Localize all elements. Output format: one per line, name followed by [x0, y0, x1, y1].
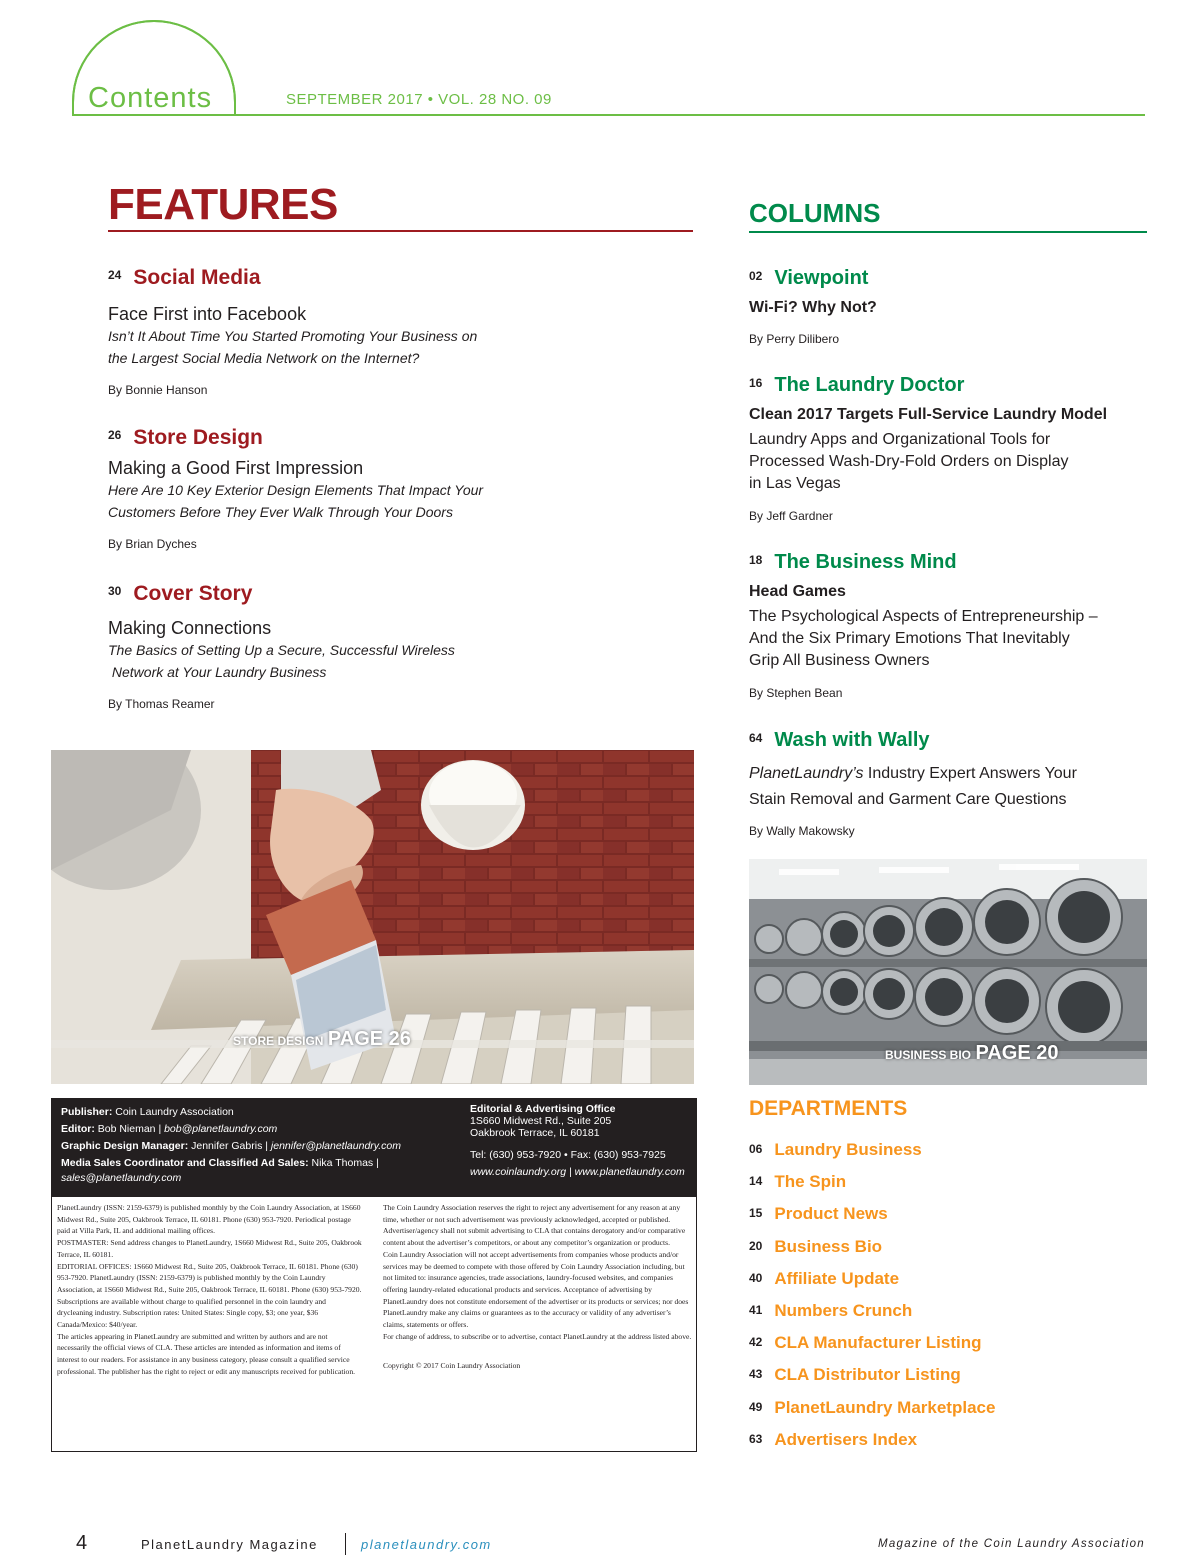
caption-small: STORE DESIGN — [233, 1034, 324, 1048]
department-page: 14 — [749, 1174, 763, 1189]
department-item[interactable] — [749, 1333, 982, 1353]
magazine-name: PlanetLaundry Magazine — [141, 1537, 318, 1552]
fine-print-left — [57, 1202, 362, 1378]
gdm-email[interactable]: jennifer@planetlaundry.com — [270, 1140, 402, 1152]
gdm-label: Graphic Design Manager: — [61, 1140, 189, 1152]
department-page: 41 — [749, 1303, 763, 1317]
fine-print-paragraph: POSTMASTER: Send address changes to PlanetLaundry, 1S660 Midwest Rd., Suite 205, Oakbrook Terrace, IL 60181. — [57, 1238, 362, 1259]
department-label: Business Bio — [774, 1236, 883, 1256]
department-item[interactable] — [749, 1301, 912, 1321]
fine-print-box — [51, 1197, 697, 1452]
department-item[interactable] — [749, 1140, 922, 1160]
feature-category: Social Media — [133, 266, 261, 289]
fine-print-paragraph: EDITORIAL OFFICES: 1S660 Midwest Rd., Suite 205, Oakbrook Terrace, IL 60181. Phone (630) 953-7920. PlanetLaundry (ISSN: 2159-6379) is published monthly by the Coin Laundry Association, at 1S660 Midwest Rd., Suite 205, Oakbrook Terrace, IL 60181. Phone (630) 953-7920. — [57, 1261, 362, 1294]
contents-title: Contents — [88, 82, 213, 114]
column-byline: By Jeff Gardner — [749, 509, 833, 523]
column-item[interactable] — [749, 729, 1149, 838]
features-rule — [108, 230, 693, 232]
column-title: Clean 2017 Targets Full-Service Laundry Model — [749, 406, 1108, 423]
features-heading: FEATURES — [108, 180, 338, 229]
column-item[interactable] — [749, 551, 1149, 700]
business-bio-caption — [885, 1042, 1058, 1065]
department-item[interactable] — [749, 1398, 995, 1418]
column-line-rest: Industry Expert Answers Your — [863, 765, 1077, 782]
footer-url[interactable]: planetlaundry.com — [361, 1537, 492, 1552]
feature-title: Making a Good First Impression — [108, 458, 364, 478]
caption-large: PAGE 26 — [327, 1028, 411, 1050]
column-byline: By Stephen Bean — [749, 686, 843, 700]
column-title: Wi-Fi? Why Not? — [749, 299, 877, 316]
department-page: 15 — [749, 1206, 763, 1221]
department-label: Laundry Business — [774, 1140, 922, 1159]
gdm-value: Jennifer Gabris | — [188, 1140, 271, 1152]
feature-item[interactable] — [108, 266, 698, 397]
column-page: 18 — [749, 553, 763, 567]
publisher-label: Publisher: — [61, 1106, 113, 1118]
department-label: The Spin — [774, 1172, 847, 1192]
column-line: The Psychological Aspects of Entrepreneurship – — [749, 608, 1098, 625]
department-label: Affiliate Update — [774, 1268, 900, 1288]
feature-title: Face First into Facebook — [108, 304, 307, 324]
sales-email[interactable]: sales@planetlaundry.com — [61, 1172, 182, 1184]
masthead-box — [51, 1098, 697, 1197]
department-page: 20 — [749, 1238, 763, 1253]
feature-page: 30 — [108, 584, 122, 598]
column-category: The Laundry Doctor — [774, 374, 965, 396]
department-page: 06 — [749, 1142, 763, 1156]
feature-subtitle-1: Isn’t It About Time You Started Promoting Your Business on — [108, 328, 478, 344]
caption-large: PAGE 20 — [975, 1042, 1059, 1064]
fine-print-paragraph: Coin Laundry Association will not accept advertisements from companies whose products and/or services may be deemed to compete with those offered by Coin Laundry Association including, but not limited to: insurance agencies, trade associations, laundry-focused websites, and companies offering laundry-related educational products and services. Acceptance of advertising by PlanetLaundry does not constitute endorsement of the advertiser or its products or services; nor does PlanetLaundry make any claims or guarantees as to the accuracy or validity of any advertiser’s claims, statements or offers. — [383, 1249, 689, 1330]
fine-print-paragraph: For change of address, to subscribe or to advertise, contact PlanetLaundry at the address listed above. — [383, 1331, 692, 1341]
departments-heading: DEPARTMENTS — [749, 1097, 908, 1120]
columns-rule — [749, 231, 1147, 233]
fine-print-paragraph: Subscriptions are available without charge to qualified personnel in the coin laundry and drycleaning industry. Subscription rates: United States: Single copy, $3; one year, $36 Canada/Mexico: $40/year. — [57, 1296, 326, 1330]
column-line: Stain Removal and Garment Care Questions — [749, 791, 1067, 808]
column-category: The Business Mind — [774, 551, 957, 573]
office-address-1: 1S660 Midwest Rd., Suite 205 — [470, 1115, 612, 1127]
department-item[interactable] — [749, 1237, 882, 1257]
sales-label: Media Sales Coordinator and Classified Ad Sales: — [61, 1157, 309, 1169]
column-page: 02 — [749, 269, 763, 283]
department-page: 63 — [749, 1431, 763, 1446]
editor-value: Bob Nieman | — [94, 1123, 165, 1135]
column-line: Grip All Business Owners — [749, 652, 930, 669]
feature-subtitle-2: Network at Your Laundry Business — [108, 664, 327, 680]
column-page: 16 — [749, 376, 763, 390]
feature-category: Cover Story — [133, 582, 253, 605]
department-page: 43 — [749, 1367, 763, 1382]
department-item[interactable] — [749, 1269, 899, 1289]
department-item[interactable] — [749, 1430, 917, 1450]
department-label: CLA Distributor Listing — [774, 1365, 961, 1385]
column-line: And the Six Primary Emotions That Inevitably — [749, 630, 1070, 647]
business-bio-photo[interactable] — [749, 859, 1147, 1085]
department-label: Advertisers Index — [774, 1429, 918, 1449]
column-item[interactable] — [749, 374, 1149, 523]
sales-value: Nika Thomas | — [308, 1157, 379, 1169]
column-line: Processed Wash-Dry-Fold Orders on Display — [749, 453, 1069, 470]
masthead-staff — [61, 1104, 461, 1185]
feature-subtitle-1: Here Are 10 Key Exterior Design Elements That Impact Your — [108, 482, 484, 498]
column-item[interactable] — [749, 267, 1149, 346]
editor-label: Editor: — [61, 1123, 95, 1135]
copyright: Copyright © 2017 Coin Laundry Association — [383, 1361, 521, 1371]
fine-print-paragraph: The articles appearing in PlanetLaundry are submitted and written by authors and are not necessarily the official views of CLA. These articles are intended as information and items of interest to our readers. For assistance in any business category, please consult a qualified service professional. The publisher has the right to reject or edit any manuscripts received for publication. — [57, 1331, 356, 1376]
department-item[interactable] — [749, 1204, 888, 1224]
store-design-caption — [233, 1028, 411, 1051]
office-phone: Tel: (630) 953-7920 • Fax: (630) 953-7925 — [470, 1149, 666, 1161]
office-address-2: Oakbrook Terrace, IL 60181 — [470, 1127, 600, 1139]
feature-byline: By Thomas Reamer — [108, 697, 215, 711]
column-byline: By Wally Makowsky — [749, 824, 855, 838]
footer-divider — [345, 1533, 346, 1555]
feature-subtitle-2: Customers Before They Ever Walk Through Your Doors — [108, 504, 453, 520]
feature-page: 24 — [108, 268, 122, 282]
department-label: PlanetLaundry Marketplace — [774, 1397, 996, 1417]
feature-title: Making Connections — [108, 618, 272, 638]
feature-item[interactable] — [108, 582, 698, 711]
department-page: 42 — [749, 1335, 763, 1350]
column-line-italic: PlanetLaundry’s — [749, 765, 864, 782]
editor-email[interactable]: bob@planetlaundry.com — [164, 1123, 278, 1135]
feature-subtitle-2: the Largest Social Media Network on the Internet? — [108, 350, 420, 366]
column-category: Wash with Wally — [774, 729, 930, 751]
publisher-value: Coin Laundry Association — [112, 1106, 234, 1118]
fine-print-right — [383, 1202, 693, 1372]
office-label: Editorial & Advertising Office — [470, 1103, 616, 1115]
feature-subtitle-1: The Basics of Setting Up a Secure, Successful Wireless — [108, 642, 455, 658]
feature-byline: By Bonnie Hanson — [108, 383, 208, 397]
footer-tagline: Magazine of the Coin Laundry Association — [877, 1538, 1145, 1550]
fine-print-paragraph: The Coin Laundry Association reserves the right to reject any advertisement for any reason at any time, whether or not such advertisement was previously acknowledged, accepted or published. Advertiser/agency shall not submit advertising to CLA that contains derogatory and/or comparative content about the advertiser’s competitors, or about any competitor’s organization or products. — [383, 1203, 686, 1248]
column-line: Laundry Apps and Organizational Tools for — [749, 431, 1051, 448]
department-item[interactable] — [749, 1365, 961, 1385]
fine-print-paragraph: PlanetLaundry (ISSN: 2159-6379) is published monthly by the Coin Laundry Association, at 1S660 Midwest Rd., Suite 205, Oakbrook Terrace, IL 60181. Phone (630) 953-7920. Periodical postage paid at Villa Park, IL and additional mailing offices. — [57, 1203, 361, 1236]
department-page: 49 — [749, 1399, 763, 1414]
department-label: Product News — [774, 1204, 888, 1224]
office-web[interactable]: www.coinlaundry.org | www.planetlaundry.com — [470, 1166, 685, 1178]
feature-byline: By Brian Dyches — [108, 537, 197, 551]
column-page: 64 — [749, 731, 763, 745]
feature-item[interactable] — [108, 426, 698, 551]
feature-category: Store Design — [133, 426, 263, 449]
column-line: in Las Vegas — [749, 475, 841, 492]
issue-label: SEPTEMBER 2017 • VOL. 28 NO. 09 — [286, 91, 552, 108]
caption-small: BUSINESS BIO — [885, 1048, 972, 1062]
department-label: CLA Manufacturer Listing — [774, 1333, 982, 1353]
column-title: Head Games — [749, 583, 846, 600]
column-line — [749, 761, 1149, 787]
masthead-office — [470, 1103, 695, 1178]
column-byline: By Perry Dilibero — [749, 332, 840, 346]
feature-page: 26 — [108, 428, 122, 442]
department-label: Numbers Crunch — [774, 1301, 913, 1320]
column-category: Viewpoint — [774, 267, 869, 289]
store-design-photo[interactable] — [51, 750, 694, 1084]
department-item[interactable] — [749, 1172, 846, 1192]
header-rule — [72, 114, 1145, 116]
page-number: 4 — [76, 1532, 88, 1554]
columns-heading: COLUMNS — [749, 198, 881, 228]
department-page: 40 — [749, 1270, 763, 1285]
